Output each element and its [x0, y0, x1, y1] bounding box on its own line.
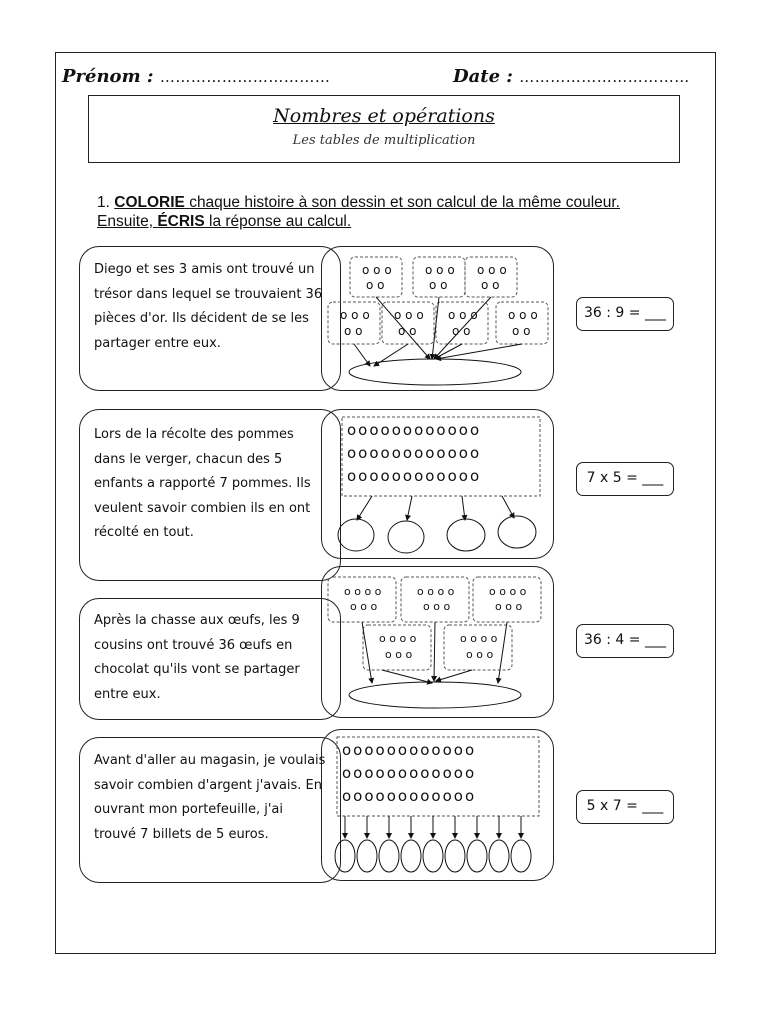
svg-text:oooooooooooo: oooooooooooo	[347, 467, 482, 485]
svg-text:o o: o o	[344, 324, 363, 338]
drawing-groups-of-7	[322, 567, 555, 719]
svg-text:o o o: o o o	[385, 648, 413, 661]
svg-text:oooooooooooo: oooooooooooo	[347, 421, 482, 439]
svg-text:o o o: o o o	[340, 308, 370, 322]
svg-text:oooooooooooo: oooooooooooo	[342, 787, 477, 805]
prenom-dots: ……………………………	[159, 68, 331, 86]
drawing-rows-of-apples	[322, 410, 555, 560]
svg-text:o o o o: o o o o	[460, 632, 498, 645]
svg-text:oooooooooooo: oooooooooooo	[342, 741, 477, 759]
instruction-verb-ecris: ÉCRIS	[157, 213, 205, 230]
svg-text:o o: o o	[512, 324, 531, 338]
instruction-text-1: chaque histoire à son dessin et son calcul de la même couleur. Ensuite,	[97, 194, 620, 230]
instruction-verb-colorie: COLORIE	[114, 194, 185, 211]
svg-text:o o o: o o o	[394, 308, 424, 322]
svg-text:o o o o: o o o o	[344, 585, 382, 598]
svg-text:o o o: o o o	[423, 600, 451, 613]
svg-text:oooooooooooo: oooooooooooo	[347, 444, 482, 462]
drawing-card-4[interactable]	[321, 729, 554, 881]
svg-text:o o: o o	[481, 278, 500, 292]
svg-text:o o o o: o o o o	[489, 585, 527, 598]
drawing-groups-of-5	[322, 247, 555, 392]
date-dots: ……………………………	[519, 68, 690, 86]
story-card-1[interactable]: Diego et ses 3 amis ont trouvé un trésor dans lequel se trouvaient 36 pièces d'or. Ils décident de se les partager entre eux.	[79, 246, 341, 391]
drawing-card-1[interactable]	[321, 246, 554, 391]
svg-text:o o o o: o o o o	[379, 632, 417, 645]
title-box	[88, 95, 680, 163]
svg-text:o o o: o o o	[495, 600, 523, 613]
calc-box-1[interactable]: 36 : 9 = ___	[576, 297, 674, 331]
page-subtitle: Les tables de multiplication	[292, 133, 476, 148]
svg-text:o o: o o	[366, 278, 385, 292]
prenom-field[interactable]	[62, 66, 330, 87]
svg-text:o o: o o	[429, 278, 448, 292]
svg-text:o o o: o o o	[350, 600, 378, 613]
svg-text:o o o o: o o o o	[417, 585, 455, 598]
instruction	[97, 193, 657, 231]
drawing-card-2[interactable]	[321, 409, 554, 559]
svg-text:oooooooooooo: oooooooooooo	[342, 764, 477, 782]
prenom-label: Prénom :	[62, 66, 154, 87]
page-title: Nombres et opérations	[273, 105, 495, 127]
calc-box-3[interactable]: 36 : 4 = ___	[576, 624, 674, 658]
svg-text:o o: o o	[452, 324, 471, 338]
svg-text:o o o: o o o	[477, 263, 507, 277]
calc-box-2[interactable]: 7 x 5 = ___	[576, 462, 674, 496]
date-label: Date :	[453, 66, 513, 87]
story-card-2[interactable]: Lors de la récolte des pommes dans le verger, chacun des 5 enfants a rapporté 7 pommes. Ils veulent savoir combien ils en ont récolté en tout.	[79, 409, 341, 581]
calc-box-4[interactable]: 5 x 7 = ___	[576, 790, 674, 824]
instruction-number: 1.	[97, 194, 110, 211]
svg-text:o o o: o o o	[508, 308, 538, 322]
instruction-text-2: la réponse au calcul.	[209, 213, 352, 230]
drawing-card-3[interactable]	[321, 566, 554, 718]
svg-text:o o: o o	[398, 324, 417, 338]
svg-text:o o o: o o o	[448, 308, 478, 322]
svg-text:o o o: o o o	[466, 648, 494, 661]
svg-text:o o o: o o o	[362, 263, 392, 277]
drawing-rows-of-bills	[322, 730, 555, 882]
story-card-4[interactable]: Avant d'aller au magasin, je voulais savoir combien d'argent j'avais. En ouvrant mon portefeuille, j'ai trouvé 7 billets de 5 euros.	[79, 737, 341, 883]
svg-text:o o o: o o o	[425, 263, 455, 277]
date-field[interactable]	[453, 66, 690, 87]
story-card-3[interactable]: Après la chasse aux œufs, les 9 cousins ont trouvé 36 œufs en chocolat qu'ils vont se partager entre eux.	[79, 598, 341, 720]
